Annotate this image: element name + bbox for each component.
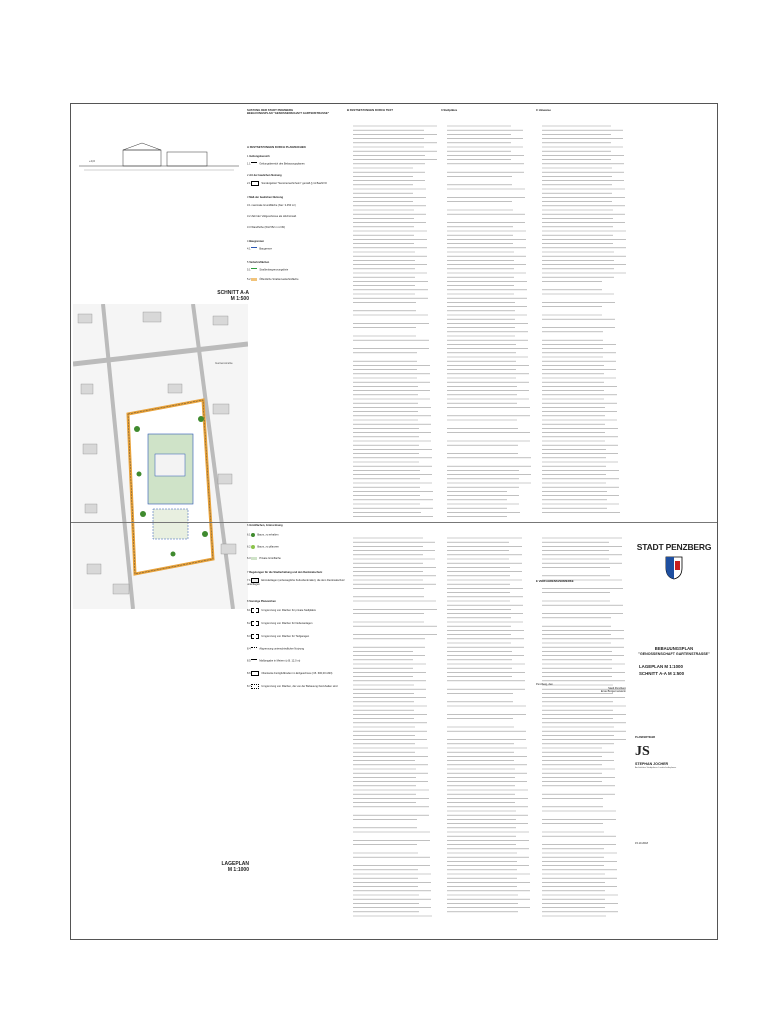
middle-divider [71, 522, 717, 523]
legend-item: 1.1 Geltungsbereich des Bebauungsplanes [247, 162, 305, 166]
legend-item: 8.2 Umgrenzung von Flächen für Nebenanlagen [247, 621, 313, 625]
planfertiger-label: PLANFERTIGER [635, 736, 656, 739]
legend-a-lower [247, 524, 345, 689]
office-name: STEPHAN JOCHER [635, 762, 669, 766]
legend-item: 2 Art der baulichen Nutzung [247, 174, 282, 178]
col-b-heading: B FESTSETZUNGEN DURCH TEXT [347, 108, 393, 112]
legend-item: 4.1 Baugrenze [247, 247, 272, 251]
legend-item: 5.2 Öffentliche Straßenverkehrsfläche [247, 278, 299, 282]
legend-item: 3.2 Zahl der Vollgeschosse als Höchstmaß [247, 215, 297, 219]
verfahren-place: Penzberg, den [536, 683, 553, 687]
col-hinweise-heading: C Hinweise [536, 108, 551, 112]
lageplan-label: LAGEPLAN M 1:1000 [221, 861, 249, 873]
schnitt-label: SCHNITT A-A M 1:500 [217, 290, 249, 302]
legend-item: 4 Baugrenzen [247, 239, 265, 243]
legend-item: 8.6 Oberkante Fertigfußboden im Erdgeschoss (z.B. 600,00 üNN) [247, 671, 333, 675]
plan-sheet [70, 103, 718, 940]
legend-item: 8.5 Maßangabe in Metern (z.B. 12,0 m) [247, 659, 301, 663]
legend-item: 6.1 Baum, zu erhalten [247, 533, 279, 537]
legend-item: 1 Geltungsbereich [247, 154, 270, 158]
legend-item: 5 Verkehrsflächen [247, 260, 270, 264]
legend-item: 8.3 Umgrenzung von Flächen für Tiefgaragen [247, 634, 310, 638]
city-name: STADT PENZBERG [636, 542, 712, 552]
site-plan-map [73, 304, 248, 609]
verfahren-heading: E VERFAHRENSVERMERKE [536, 579, 574, 583]
verfahren-role: Erste Bürgermeisterin [600, 689, 626, 693]
legend-item: 7.1 Einzelanlagen (unbewegliche Kulturdenkmäler), die dem Denkmalschutz unterliegen [247, 579, 345, 587]
lageplan-scale: LAGEPLAN M 1:1000 [639, 664, 683, 669]
legend-item: 5.1 Straßenbegrenzungslinie [247, 268, 289, 272]
verfahren-block [536, 580, 626, 693]
legend-item: 3 Maß der baulichen Nutzung [247, 196, 284, 200]
satzung-title: SATZUNG DER STADT PENZBERG [247, 108, 294, 112]
plan-type: BEBAUUNGSPLAN [654, 646, 694, 651]
legend-item: 6 Grünflächen, Grünordnung [247, 524, 283, 527]
legend-item: 8.1 Umgrenzung von Flächen für private Stellplätze [247, 608, 316, 612]
legend-item: 6.3 Private Grünfläche [247, 557, 281, 561]
legend-item: 7 Regelungen für die Stadterhaltung und den Denkmalschutz [247, 570, 323, 574]
coat-of-arms-icon [665, 556, 683, 580]
svg-text:+0,0: +0,0 [89, 159, 95, 163]
col-hinweise [536, 109, 626, 112]
legend-item: 3.3 Wandhöhe (WH 552 m ü NN) [247, 226, 286, 230]
legend-item: 3.1 maximale Grundfläche (hier: 3.450 m²) [247, 203, 296, 207]
legend-a [247, 109, 345, 282]
legend-a-heading: A FESTSETZUNGEN DURCH PLANZEICHEN [247, 144, 306, 149]
svg-text:Gartenstraße: Gartenstraße [215, 361, 233, 365]
col-b [347, 109, 437, 112]
col-c-heading: 3 Stellplätze [441, 108, 458, 112]
legend-item: 2.1 Sondergebiet "Seniorenwohnheim" gemäß § 11 BauNVO [247, 182, 327, 186]
satzung-subtitle: BEBAUUNGSPLAN "GENOSSENSCHAFT GARTENSTRASSE" [247, 111, 330, 116]
plan-name: "GENOSSENSCHAFT GARTENSTRASSE" [638, 652, 710, 656]
legend-item: 8 Sonstige Planzeichen [247, 600, 276, 604]
office-logo: JS [635, 744, 650, 759]
plan-date: 15.10.2018 [635, 842, 648, 845]
section-drawing [79, 142, 239, 174]
verfahren-mayor: Stadt Penzberg [608, 686, 626, 690]
legend-item: 8.4 Abgrenzung unterschiedlicher Nutzung [247, 647, 305, 651]
legend-item: 8.7 Umgrenzung von Flächen, die von der Bebauung freizuhalten sind [247, 684, 338, 688]
office-subtitle: Architekten Stadtplaner Landschaftsplaner [635, 767, 677, 769]
schnitt-scale: SCHNITT A-A M 1:500 [639, 671, 685, 676]
col-c [441, 109, 531, 112]
legend-item: 6.2 Baum, zu pflanzen [247, 545, 279, 549]
title-panel [631, 524, 717, 939]
